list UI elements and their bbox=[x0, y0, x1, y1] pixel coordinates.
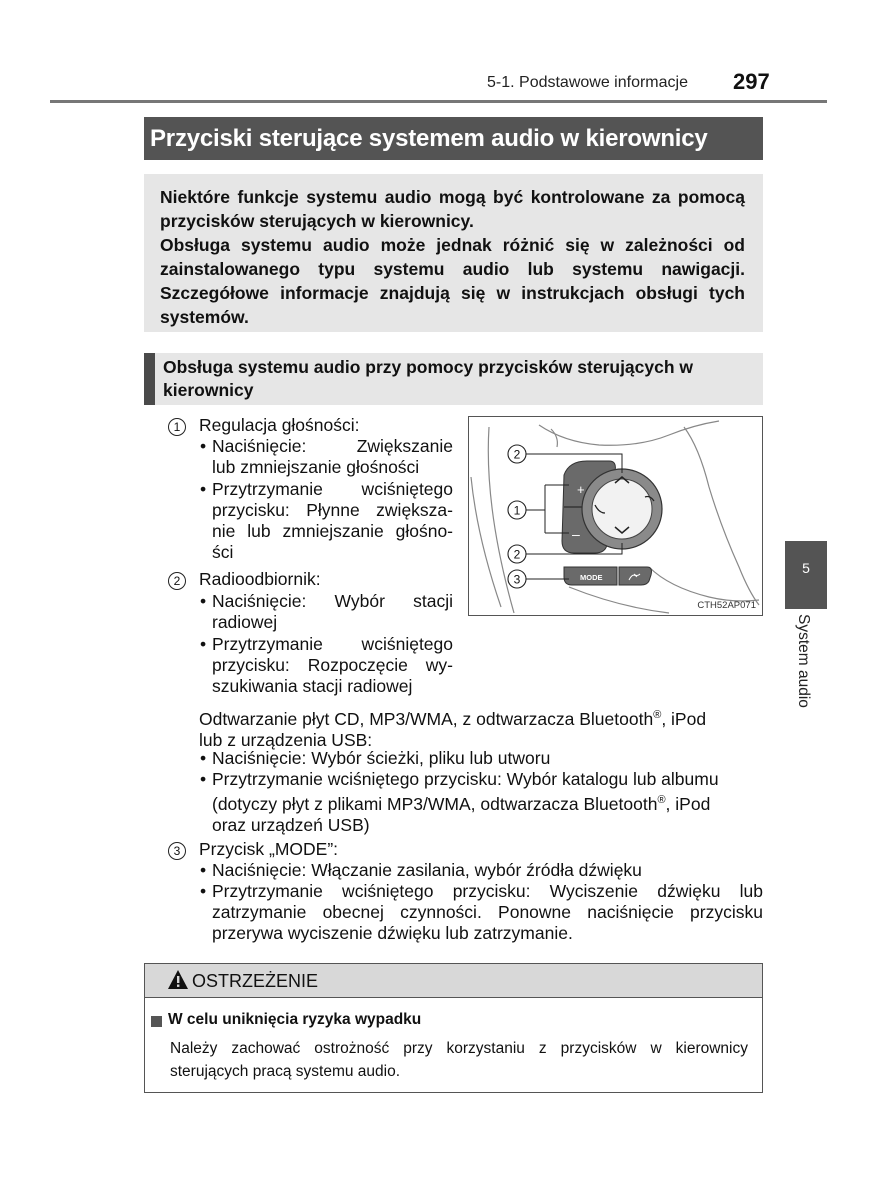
bullet-item: • Naciśnięcie: Wybór ścieżki, pliku lub utworu bbox=[212, 748, 763, 769]
callout-number: 1 bbox=[168, 418, 186, 436]
playback-paragraph bbox=[199, 705, 763, 751]
bullet-line: zatrzymanie obecnej czynności. Ponowne naciśnięcie przycisku bbox=[212, 902, 763, 922]
bullet-line: Przytrzymanie wciśniętego przycisku: Wybór katalogu lub albumu bbox=[212, 769, 719, 789]
page-number: 297 bbox=[733, 69, 770, 94]
steering-switch-figure bbox=[468, 416, 763, 616]
chapter-label: System audio bbox=[795, 614, 812, 708]
figure-callout-number: 1 bbox=[513, 503, 521, 518]
bullet-line: nie lub zmniejszanie głośno- bbox=[212, 521, 453, 541]
paragraph-text: Odtwarzanie płyt CD, MP3/WMA, z odtwarzacza Bluetooth bbox=[199, 708, 654, 729]
header-rule bbox=[50, 100, 827, 103]
bullet-line: Przytrzymanie wciśniętego przycisku: Wyciszenie dźwięku lub bbox=[212, 881, 763, 901]
warning-triangle-icon bbox=[167, 969, 189, 991]
page-title: Przyciski sterujące systemem audio w kierownicy bbox=[144, 117, 763, 160]
bullet-line: oraz urządzeń USB) bbox=[212, 814, 370, 835]
bullet-item: • Przytrzymanie wciśniętego przycisku: Wyciszenie dźwięku lub zatrzymanie obecnej czynności. Ponowne naciśnięcie przycisku przerywa wyciszenie dźwięku lub zatrzymanie. bbox=[200, 881, 763, 943]
bullet-line: przerywa wyciszenie dźwięku lub zatrzymanie. bbox=[212, 923, 573, 943]
subsection-heading: Obsługa systemu audio przy pomocy przycisków sterujących w kierownicy bbox=[144, 353, 763, 405]
bullet-line: Przytrzymanie wciśniętego bbox=[212, 479, 453, 499]
bullet-line: szukiwania stacji radiowej bbox=[212, 676, 413, 696]
registered-mark: ® bbox=[657, 794, 666, 806]
seek-pad-center bbox=[592, 479, 652, 539]
paragraph-text: , iPod bbox=[661, 708, 707, 729]
running-header-section: 5-1. Podstawowe informacje bbox=[487, 74, 688, 91]
bullet-line: Naciśnięcie: Włączanie zasilania, wybór źródła dźwięku bbox=[212, 860, 642, 880]
bullet-line: przycisku: Rozpoczęcie wy- bbox=[212, 655, 453, 675]
wheel-spoke-line bbox=[684, 427, 759, 605]
bullet-item: • Przytrzymanie wciśniętego przycisku: Wybór katalogu lub albumu (dotyczy płyt z plikami MP3/WMA, odtwarzacza Bluetooth®, iPod oraz urządzeń USB) bbox=[212, 769, 763, 836]
item-title: Przycisk „MODE”: bbox=[199, 839, 339, 859]
figure-callout-number: 3 bbox=[513, 572, 521, 587]
wheel-spoke-line bbox=[539, 421, 719, 445]
intro-paragraph: Obsługa systemu audio może jednak różnić się w zależności od zainstalowanego typu systemu audio lub systemu nawigacji. Szczegółowe informacje znajdują się w instrukcjach obsługi tych systemów. bbox=[160, 235, 745, 327]
volume-plus-symbol: + bbox=[577, 482, 585, 497]
item-title: Regulacja głośności: bbox=[199, 415, 360, 435]
warning-header bbox=[145, 964, 762, 998]
bullet-item: • Naciśnięcie: Wybór stacji radiowej bbox=[200, 591, 453, 632]
square-bullet-icon bbox=[151, 1016, 162, 1027]
bullet-line: radiowej bbox=[212, 612, 278, 632]
bullet-line: ści bbox=[212, 542, 234, 562]
bullet-line: przycisku: Płynne zwiększa- bbox=[212, 500, 453, 520]
volume-minus-symbol: – bbox=[572, 526, 580, 542]
warning-title: OSTRZEŻENIE bbox=[192, 971, 319, 991]
bullet-line: Naciśnięcie: Wybór stacji bbox=[212, 591, 453, 611]
figure-callout-number: 2 bbox=[513, 447, 521, 462]
bullet-item: • Naciśnięcie: Włączanie zasilania, wybór źródła dźwięku bbox=[212, 860, 763, 881]
bullet-line: lub zmniejszanie głośności bbox=[212, 457, 420, 477]
paragraph-text: lub z urządzenia USB: bbox=[199, 729, 373, 750]
figure-code: CTH52AP071 bbox=[697, 600, 756, 611]
bullet-item: • Przytrzymanie wciśniętego przycisku: Płynne zwiększa- nie lub zmniejszanie głośno- ści bbox=[200, 479, 453, 562]
registered-mark: ® bbox=[653, 709, 662, 721]
warning-subtitle: W celu uniknięcia ryzyka wypadku bbox=[168, 1011, 422, 1028]
figure-callout-number: 2 bbox=[513, 547, 521, 562]
chapter-tab: 5 bbox=[785, 541, 827, 609]
bullet-item: • Naciśnięcie: Zwiększanie lub zmniejszanie głośności bbox=[200, 436, 453, 477]
intro-paragraph: Niektóre funkcje systemu audio mogą być kontrolowane za pomocą przycisków sterujących w kierownicy. bbox=[160, 187, 745, 231]
wheel-rim-line bbox=[471, 477, 501, 607]
bullet-line: (dotyczy płyt z plikami MP3/WMA, odtwarzacza Bluetooth bbox=[212, 793, 658, 814]
bullet-line: Naciśnięcie: Wybór ścieżki, pliku lub utworu bbox=[212, 748, 551, 768]
steering-switch-illustration bbox=[469, 417, 762, 615]
warning-text: Należy zachować ostrożność przy korzystaniu z przycisków w kierownicy sterujących pracą systemu audio. bbox=[170, 1040, 748, 1080]
bullet-line: , iPod bbox=[665, 793, 711, 814]
callout-number: 2 bbox=[168, 572, 186, 590]
intro-box bbox=[144, 174, 763, 332]
item-title: Radioodbiornik: bbox=[199, 569, 321, 589]
bullet-item: • Przytrzymanie wciśniętego przycisku: Rozpoczęcie wy- szukiwania stacji radiowej bbox=[200, 634, 453, 696]
mode-label: MODE bbox=[580, 573, 603, 582]
bullet-line: Naciśnięcie: Zwiększanie bbox=[212, 436, 453, 456]
bullet-line: Przytrzymanie wciśniętego bbox=[212, 634, 453, 654]
warning-box bbox=[144, 963, 763, 1093]
callout-number: 3 bbox=[168, 842, 186, 860]
